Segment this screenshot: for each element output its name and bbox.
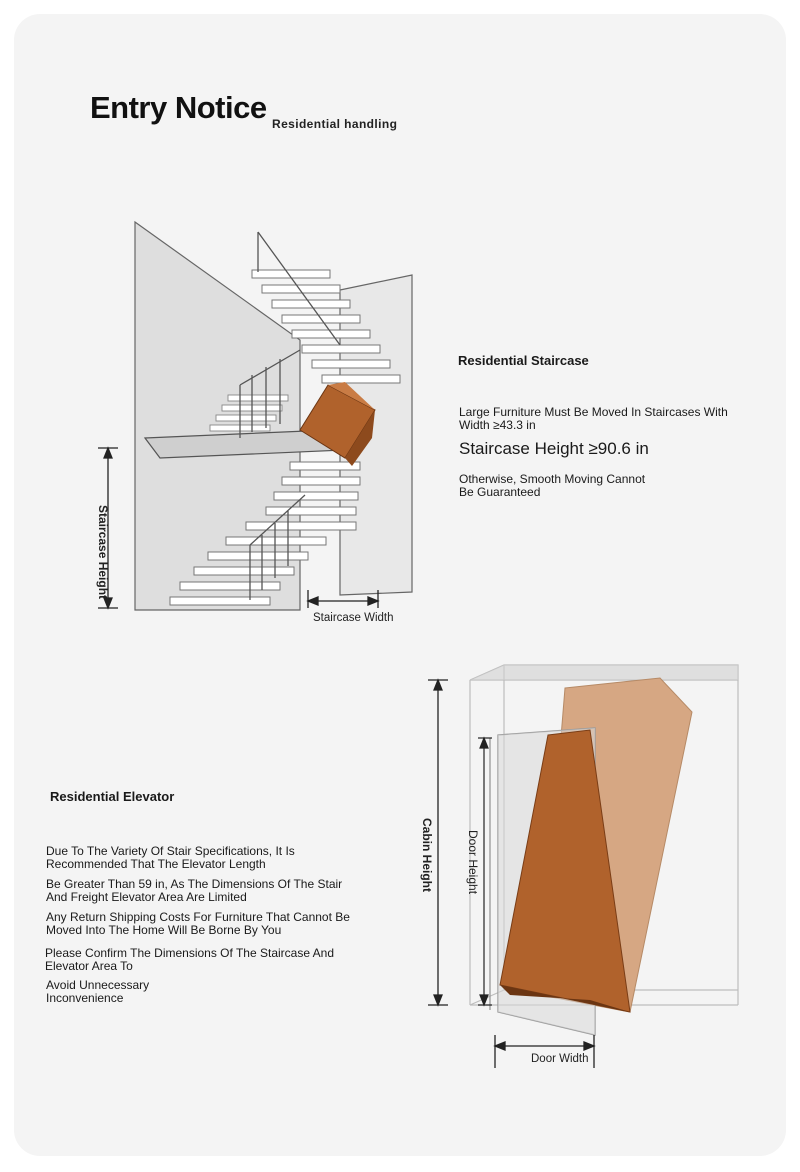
elevator-paragraph-5: Avoid Unnecessary Inconvenience [46,978,150,1005]
elevator-paragraph-4: Please Confirm The Dimensions Of The Staircase And Elevator Area To [45,946,335,973]
elevator-paragraph-2: Be Greater Than 59 in, As The Dimensions Of The Stair And Freight Elevator Area Are Limited [46,877,343,904]
staircase-width-label: Staircase Width [313,612,394,624]
door-height-label: Door Height [466,830,480,895]
door-width-label: Door Width [531,1053,589,1065]
staircase-warning: Otherwise, Smooth Moving Cannot Be Guaranteed [459,472,646,499]
staircase-height-label: Staircase Height [96,505,110,600]
staircase-width-note: Large Furniture Must Be Moved In Staircases With Width ≥43.3 in [459,405,728,432]
elevator-paragraph-1: Due To The Variety Of Stair Specifications, It Is Recommended That The Elevator Length [46,844,295,871]
staircase-heading: Residential Staircase [458,353,589,368]
staircase-height-note: Staircase Height ≥90.6 in [459,439,649,458]
elevator-paragraph-3: Any Return Shipping Costs For Furniture That Cannot Be Moved Into The Home Will Be Borne By You [46,910,350,937]
cabin-height-label: Cabin Height [420,818,434,892]
page-subtitle: Residential handling [272,117,398,131]
page-title: Entry Notice [90,90,267,125]
elevator-heading: Residential Elevator [50,789,175,804]
